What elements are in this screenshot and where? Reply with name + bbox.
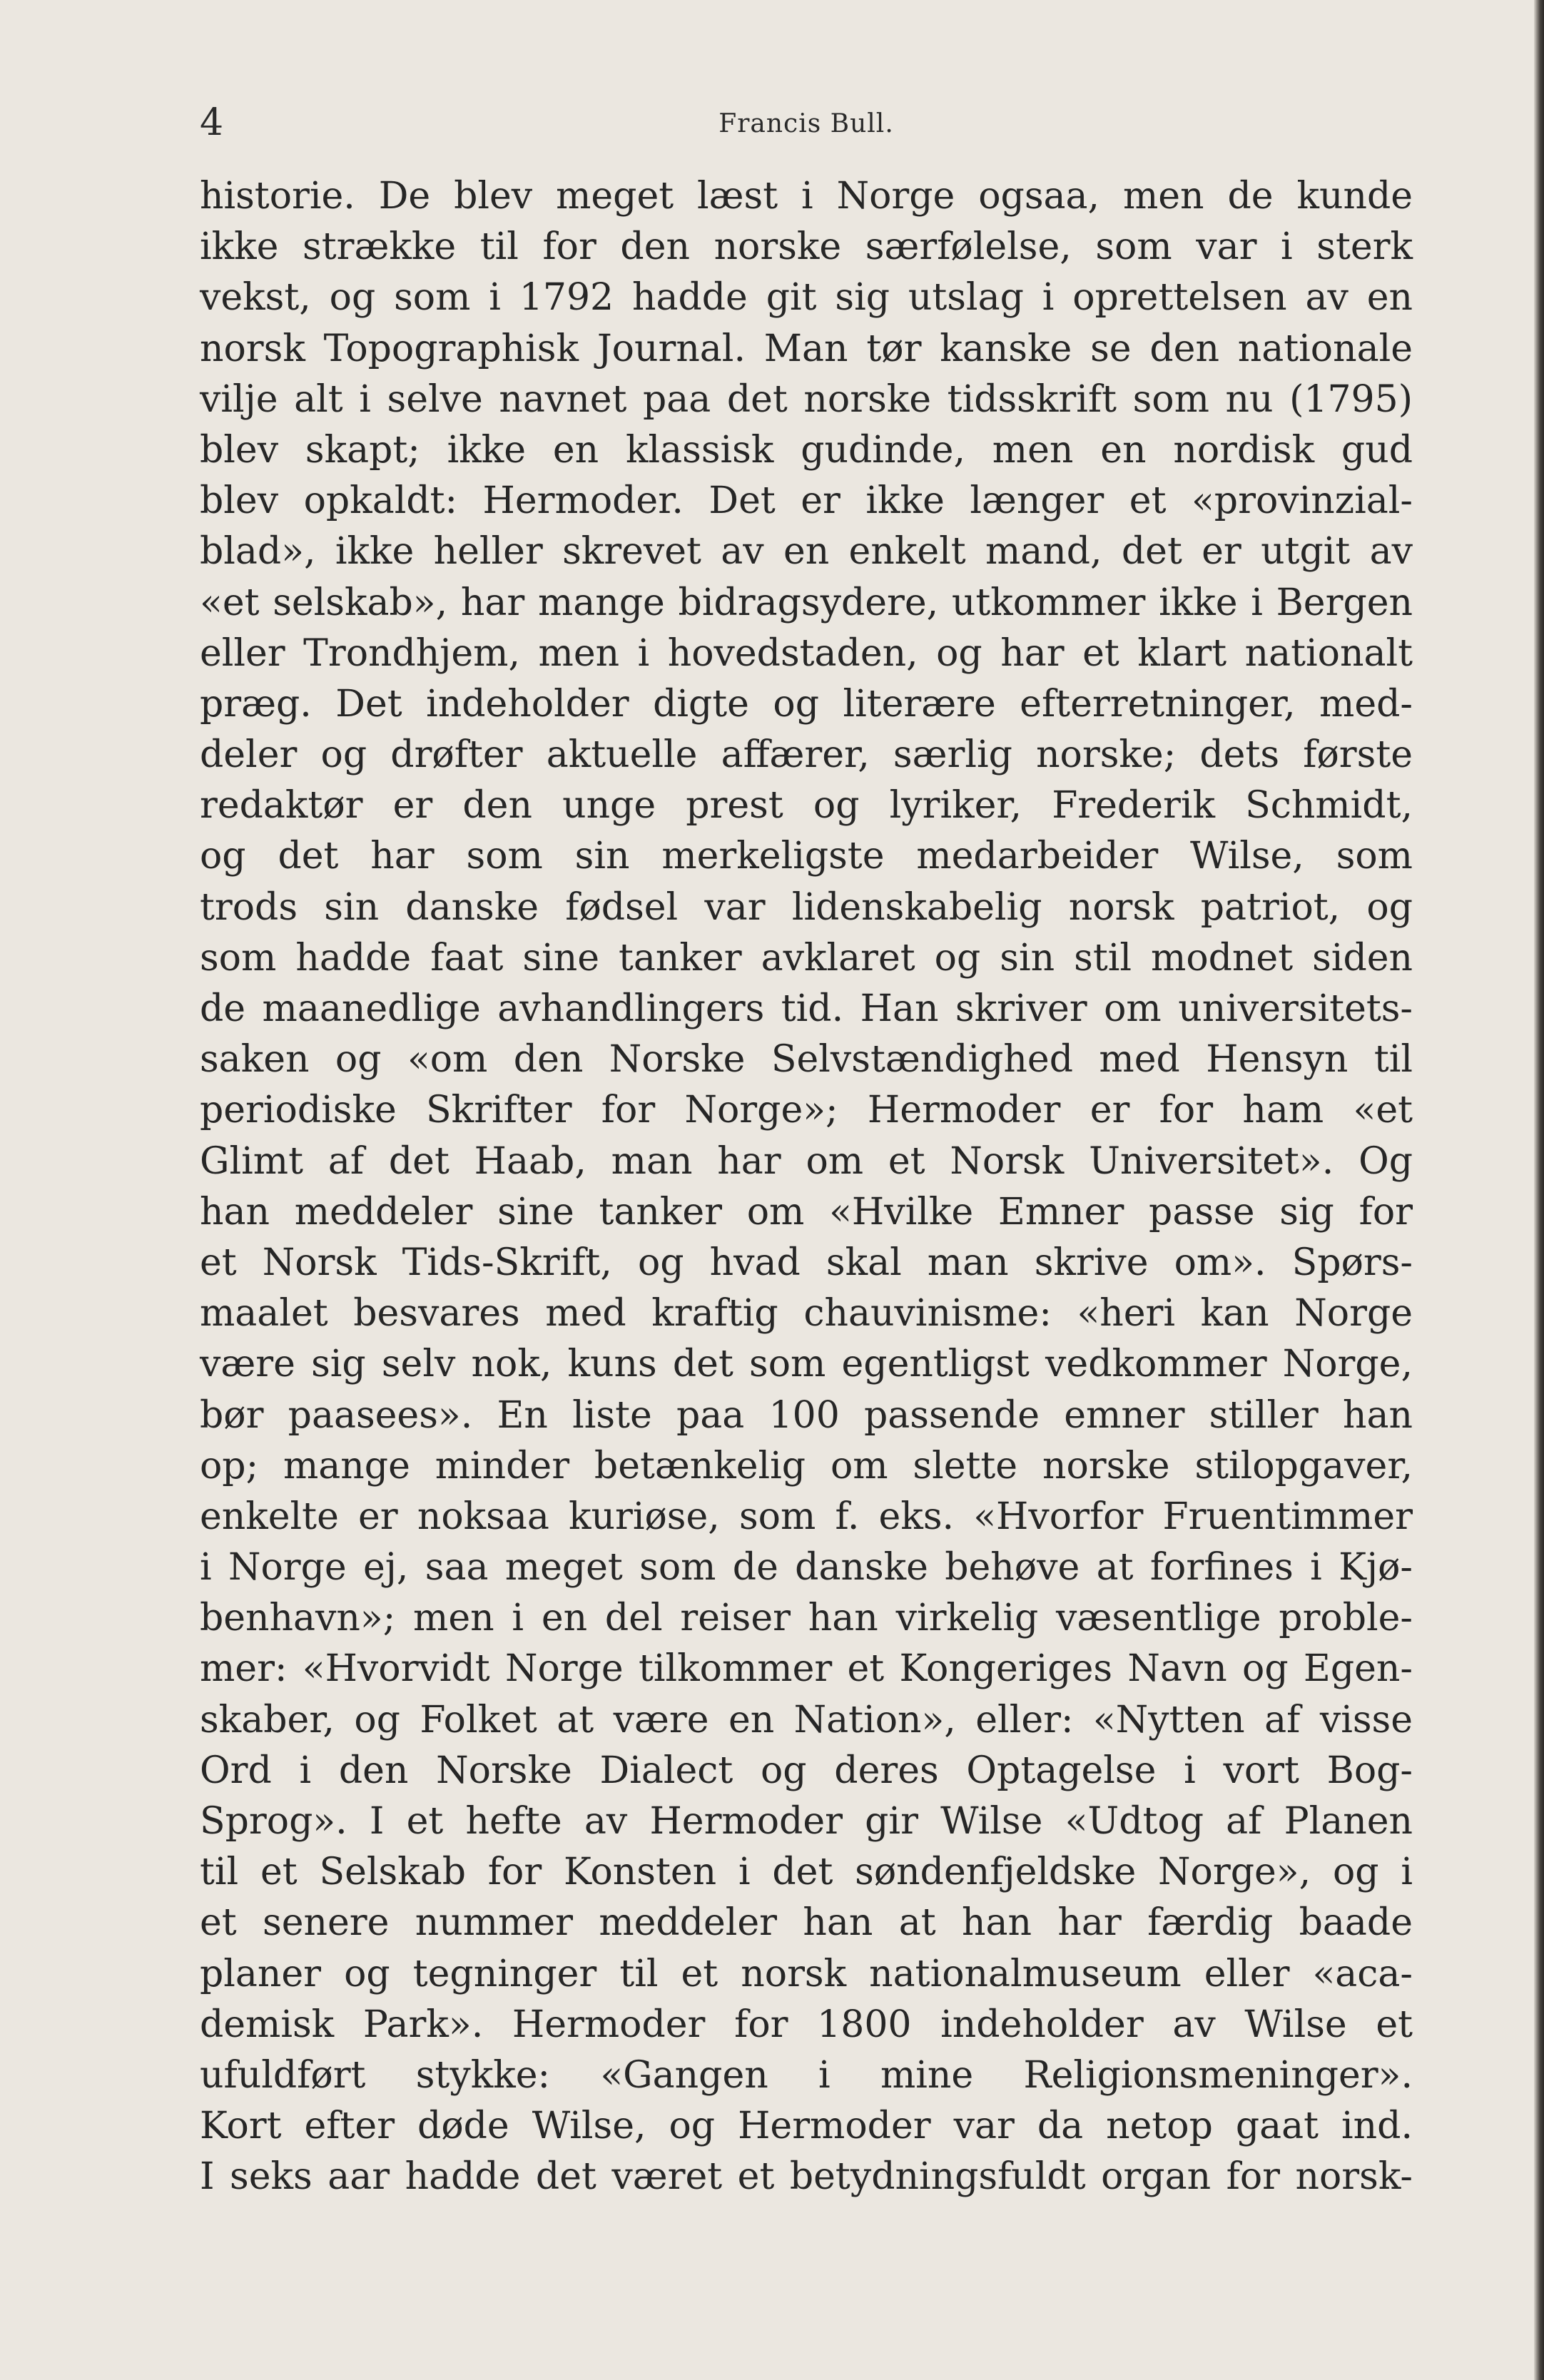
- text-line: et Norsk Tids-Skrift, og hvad skal man skrive om». Spørs-: [200, 1241, 1413, 1284]
- text-line: planer og tegninger til et norsk nationalmuseum eller «aca-: [200, 1952, 1413, 1995]
- text-line: blev opkaldt: Hermoder. Det er ikke længer et «provinzial-: [200, 479, 1413, 523]
- text-line: norsk Topographisk Journal. Man tør kanske se den nationale: [200, 327, 1413, 370]
- text-line: præg. Det indeholder digte og literære efterretninger, med-: [200, 682, 1413, 726]
- text-line: demisk Park». Hermoder for 1800 indeholder av Wilse et: [200, 2003, 1413, 2046]
- text-line: Glimt af det Haab, man har om et Norsk Universitet». Og: [200, 1139, 1413, 1183]
- page-header: [200, 101, 1413, 151]
- text-line: blad», ikke heller skrevet av en enkelt mand, det er utgit av: [200, 530, 1413, 574]
- text-line: historie. De blev meget læst i Norge ogsaa, men de kunde: [200, 175, 1413, 218]
- text-line: ufuldført stykke: «Gangen i mine Religionsmeninger».: [200, 2053, 1413, 2097]
- body-text: [200, 171, 1413, 2203]
- text-line: saken og «om den Norske Selvstændighed med Hensyn til: [200, 1038, 1413, 1082]
- running-head: Francis Bull.: [718, 109, 894, 138]
- text-line: I seks aar hadde det været et betydningsfuldt organ for norsk-: [200, 2155, 1413, 2199]
- text-line: de maanedlige avhandlingers tid. Han skriver om universitets-: [200, 987, 1413, 1030]
- text-line: mer: «Hvorvidt Norge tilkommer et Kongeriges Navn og Egen-: [200, 1647, 1413, 1691]
- text-line: Ord i den Norske Dialect og deres Optagelse i vort Bog-: [200, 1749, 1413, 1792]
- page-number: 4: [200, 101, 224, 144]
- page-edge-shadow: [1534, 0, 1544, 2380]
- text-line: maalet besvares med kraftig chauvinisme: «heri kan Norge: [200, 1292, 1413, 1336]
- text-line: et senere nummer meddeler han at han har færdig baade: [200, 1901, 1413, 1945]
- text-line: Kort efter døde Wilse, og Hermoder var da netop gaat ind.: [200, 2105, 1413, 2148]
- text-line: blev skapt; ikke en klassisk gudinde, men en nordisk gud: [200, 428, 1413, 472]
- text-line: til et Selskab for Konsten i det søndenfjeldske Norge», og i: [200, 1851, 1413, 1894]
- text-line: som hadde faat sine tanker avklaret og sin stil modnet siden: [200, 936, 1413, 980]
- text-line: redaktør er den unge prest og lyriker, Frederik Schmidt,: [200, 784, 1413, 828]
- text-line: ikke strække til for den norske særfølelse, som var i sterk: [200, 225, 1413, 269]
- text-line: op; mange minder betænkelig om slette norske stilopgaver,: [200, 1444, 1413, 1488]
- text-line: i Norge ej, saa meget som de danske behøve at forfines i Kjø-: [200, 1546, 1413, 1590]
- text-line: vekst, og som i 1792 hadde git sig utslag i oprettelsen av en: [200, 276, 1413, 320]
- text-line: enkelte er noksaa kuriøse, som f. eks. «Hvorfor Fruentimmer: [200, 1495, 1413, 1538]
- text-line: han meddeler sine tanker om «Hvilke Emner passe sig for: [200, 1190, 1413, 1234]
- text-line: benhavn»; men i en del reiser han virkelig væsentlige proble-: [200, 1597, 1413, 1640]
- text-line: deler og drøfter aktuelle affærer, særlig norske; dets første: [200, 733, 1413, 777]
- text-line: Sprog». I et hefte av Hermoder gir Wilse «Udtog af Planen: [200, 1800, 1413, 1843]
- text-line: bør paasees». En liste paa 100 passende emner stiller han: [200, 1393, 1413, 1437]
- text-line: periodiske Skrifter for Norge»; Hermoder er for ham «et: [200, 1089, 1413, 1132]
- text-line: være sig selv nok, kuns det som egentligst vedkommer Norge,: [200, 1343, 1413, 1386]
- text-line: og det har som sin merkeligste medarbeider Wilse, som: [200, 835, 1413, 878]
- text-line: trods sin danske fødsel var lidenskabelig norsk patriot, og: [200, 885, 1413, 929]
- text-line: eller Trondhjem, men i hovedstaden, og har et klart nationalt: [200, 631, 1413, 675]
- text-line: skaber, og Folket at være en Nation», eller: «Nytten af visse: [200, 1698, 1413, 1741]
- text-line: «et selskab», har mange bidragsydere, utkommer ikke i Bergen: [200, 581, 1413, 624]
- text-line: vilje alt i selve navnet paa det norske tidsskrift som nu (1795): [200, 377, 1413, 421]
